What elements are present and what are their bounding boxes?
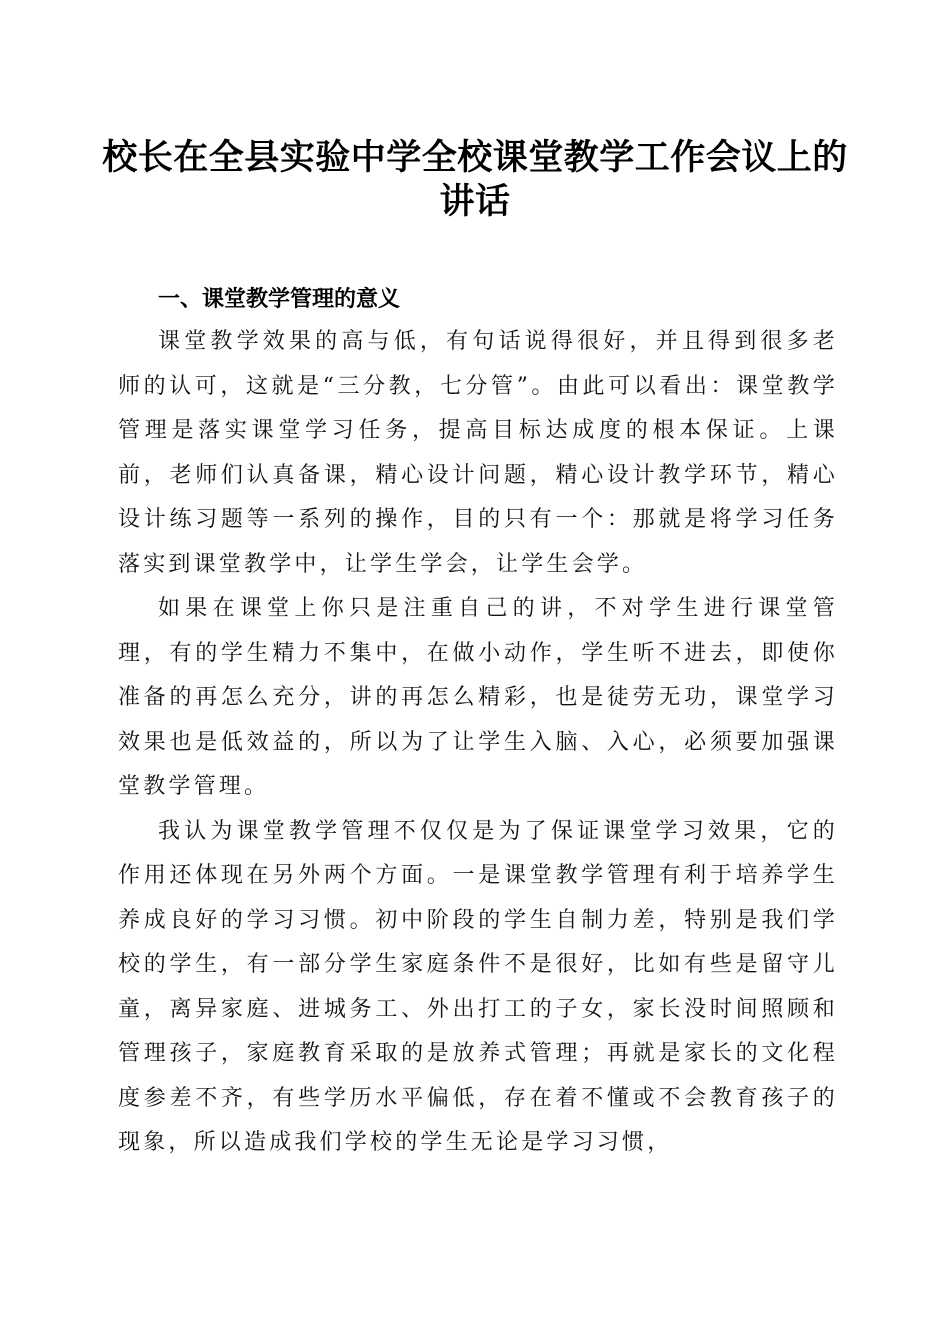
paragraph: 我认为课堂教学管理不仅仅是为了保证课堂学习效果，它的作用还体现在另外两个方面。一是课堂教学管理有利于培养学生养成良好的学习习惯。初中阶段的学生自制力差，特别是我们学校的学生，有一部分学生家庭条件不是很好，比如有些是留守儿童，离异家庭、进城务工、外出打工的子女，家长没时间照顾和管理孩子，家庭教育采取的是放养式管理；再就是家长的文化程度参差不齐，有些学历水平偏低，存在着不懂或不会教育孩子的现象，所以造成我们学校的学生无论是学习习惯， [118,818,838,1155]
paragraph: 如果在课堂上你只是注重自己的讲，不对学生进行课堂管理，有的学生精力不集中，在做小动作，学生听不进去，即使你准备的再怎么充分，讲的再怎么精彩，也是徒劳无功，课堂学习效果也是低效益的，所以为了让学生入脑、入心，必须要加强课堂教学管理。 [118,596,838,799]
document-body [118,320,838,1166]
section-heading: 一、课堂教学管理的意义 [158,287,401,312]
document-title: 校长在全县实验中学全校课堂教学工作会议上的讲话 [102,137,848,222]
paragraph: 课堂教学效果的高与低，有句话说得很好，并且得到很多老师的认可，这就是“三分教，七分管”。由此可以看出：课堂教学管理是落实课堂学习任务，提高目标达成度的根本保证。上课前，老师们认真备课，精心设计问题，精心设计教学环节，精心设计练习题等一系列的操作，目的只有一个：那就是将学习任务落实到课堂教学中，让学生学会，让学生会学。 [118,329,838,577]
